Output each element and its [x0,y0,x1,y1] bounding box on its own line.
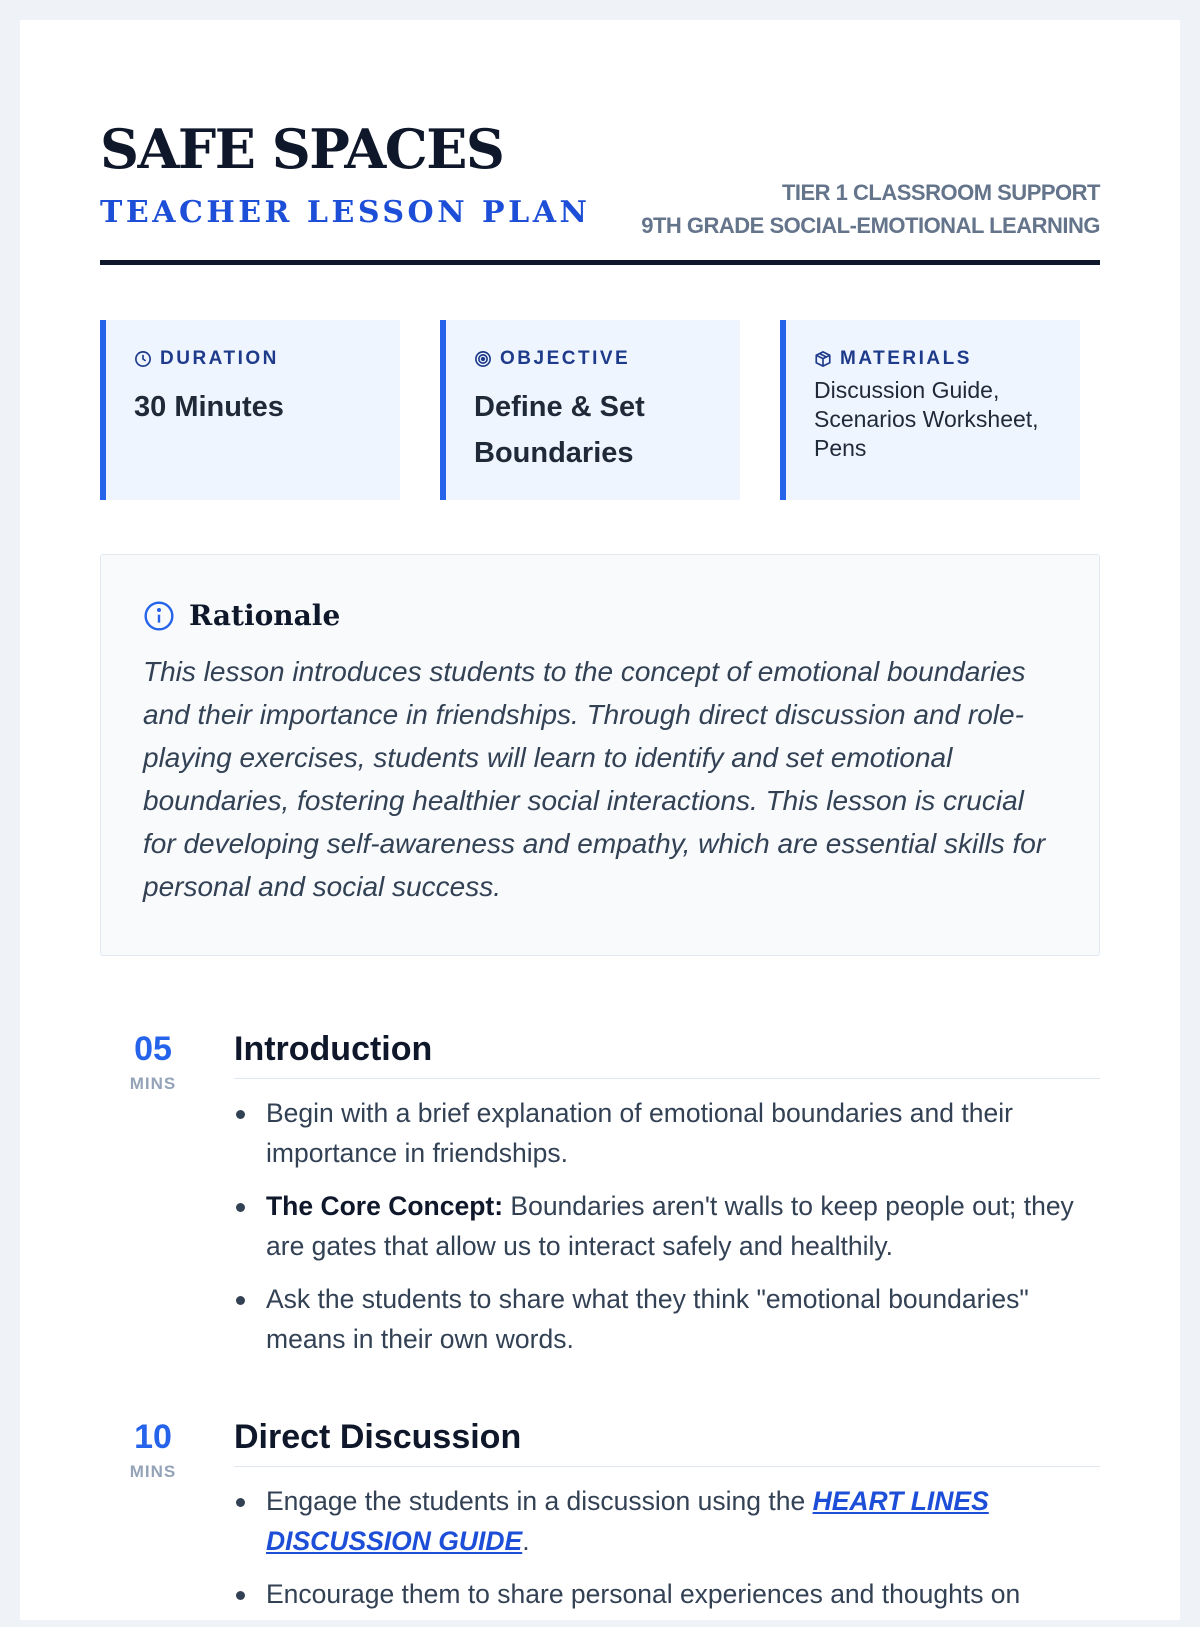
step-list [234,1093,1100,1359]
target-icon [474,350,492,368]
list-item: Begin with a brief explanation of emotional boundaries and their importance in friendships. [234,1093,1100,1173]
step-body [234,1032,1100,1372]
step-body [234,1420,1100,1627]
duration-label [134,348,376,370]
objective-label [474,348,716,370]
discussion-guide-link[interactable]: HEART LINES DISCUSSION GUIDE [266,1486,989,1556]
step-list [234,1481,1100,1614]
header-meta [641,176,1100,242]
materials-label [814,348,1056,370]
step-time [100,1420,206,1482]
meta-tier: TIER 1 CLASSROOM SUPPORT [781,180,1100,205]
rationale-text: This lesson introduces students to the concept of emotional boundaries and their importance in friendships. Through direct discussion and role-playing exercises, students will learn to identify and set emotional boundaries, fostering healthier social interactions. This lesson is crucial for developing self-awareness and empathy, which are essential skills for personal and social success. [143,656,1046,902]
step-unit: MINS [129,1462,177,1481]
materials-value: Discussion Guide, Scenarios Worksheet, Pens [814,377,1039,461]
header-divider [100,260,1100,265]
step-title: Introduction [234,1032,1100,1079]
core-concept-text: Boundaries aren't walls to keep people out; they are gates that allow us to interact safely and healthily. [266,1191,1074,1261]
list-item: Ask the students to share what they think "emotional boundaries" means in their own words. [234,1279,1100,1359]
step-title: Direct Discussion [234,1420,1100,1467]
page-subtitle: TEACHER LESSON PLAN [100,195,591,230]
page-title: SAFE SPACES [100,117,504,181]
duration-card [100,320,400,500]
step-minutes: 10 [134,1418,172,1456]
clock-icon [134,350,152,368]
step-unit: MINS [129,1074,177,1093]
info-icon [143,600,175,632]
objective-value: Define & Set Boundaries [474,391,645,469]
core-concept-label: The Core Concept: [266,1191,504,1221]
list-item [234,1186,1100,1266]
list-item-text: Engage the students in a discussion using the [266,1486,813,1516]
list-item: Encourage them to share personal experiences and thoughts on [234,1574,1100,1614]
duration-label-text: DURATION [160,348,279,369]
rationale-box [100,554,1100,956]
meta-grade: 9TH GRADE SOCIAL-EMOTIONAL LEARNING [641,213,1100,238]
objective-card [440,320,740,500]
materials-card [780,320,1080,500]
rationale-title: Rationale [189,599,341,632]
step-minutes: 05 [134,1030,172,1068]
list-item [234,1481,1100,1561]
step-time [100,1032,206,1094]
lesson-plan-page [20,20,1180,1620]
rationale-header [143,599,1057,632]
objective-label-text: OBJECTIVE [500,348,631,369]
duration-value: 30 Minutes [134,391,284,423]
package-icon [814,350,832,368]
list-item-text-end: . [522,1526,530,1556]
materials-label-text: MATERIALS [840,348,972,369]
